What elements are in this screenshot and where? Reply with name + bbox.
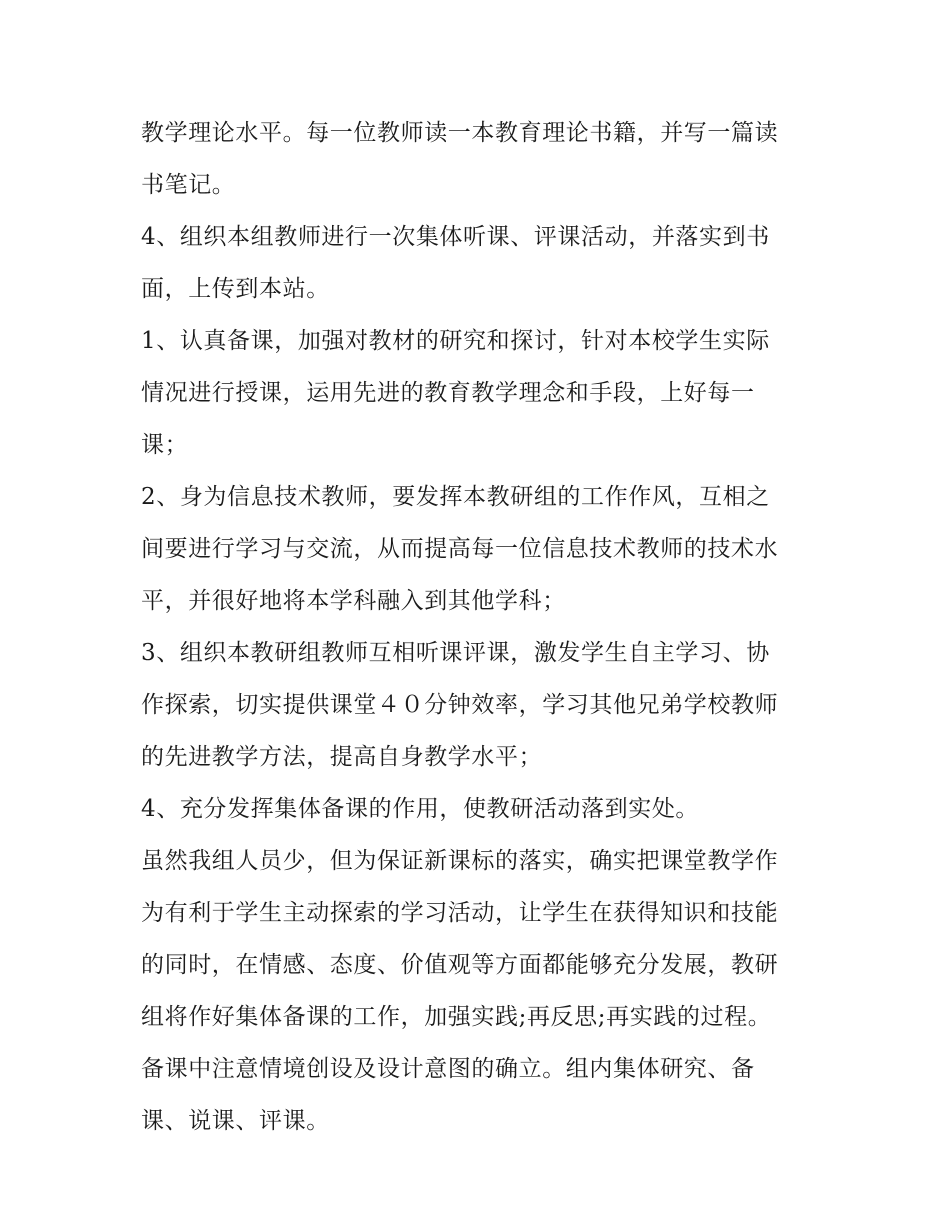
text-line: 的先进教学方法，提高自身教学水平；: [141, 744, 543, 770]
text-line: 4、充分发挥集体备课的作用，使教研活动落到实处。: [141, 796, 700, 822]
document-body: [141, 107, 821, 1147]
text-line: 课、说课、评课。: [141, 1108, 330, 1134]
text-line: 3、组织本教研组教师互相听课评课，激发学生自主学习、协: [141, 640, 770, 666]
text-line: 书笔记。: [141, 172, 236, 198]
text-line: 2、身为信息技术教师，要发挥本教研组的工作作风，互相之: [141, 484, 770, 510]
text-line: 备课中注意情境创设及设计意图的确立。组内集体研究、备: [141, 1056, 755, 1082]
text-line: 的同时，在情感、态度、价值观等方面都能够充分发展，教研: [141, 952, 779, 978]
text-line: 为有利于学生主动探索的学习活动，让学生在获得知识和技能: [141, 900, 779, 926]
text-line: 1、认真备课，加强对教材的研究和探讨，针对本校学生实际: [141, 328, 770, 354]
text-line: 4、组织本组教师进行一次集体听课、评课活动，并落实到书: [141, 224, 770, 250]
text-line: 情况进行授课，运用先进的教育教学理念和手段，上好每一: [141, 380, 755, 406]
text-line: 间要进行学习与交流，从而提高每一位信息技术教师的技术水: [141, 536, 779, 562]
text-line: 课；: [141, 432, 189, 458]
text-line: 虽然我组人员少，但为保证新课标的落实，确实把课堂教学作: [141, 848, 779, 874]
text-line: 面，上传到本站。: [141, 276, 330, 302]
text-line: 作探索，切实提供课堂４０分钟效率，学习其他兄弟学校教师: [141, 692, 779, 718]
text-line: 教学理论水平。每一位教师读一本教育理论书籍，并写一篇读: [141, 120, 779, 146]
text-line: 组将作好集体备课的工作，加强实践;再反思;再实践的过程。: [141, 1004, 772, 1030]
text-line: 平，并很好地将本学科融入到其他学科；: [141, 588, 566, 614]
